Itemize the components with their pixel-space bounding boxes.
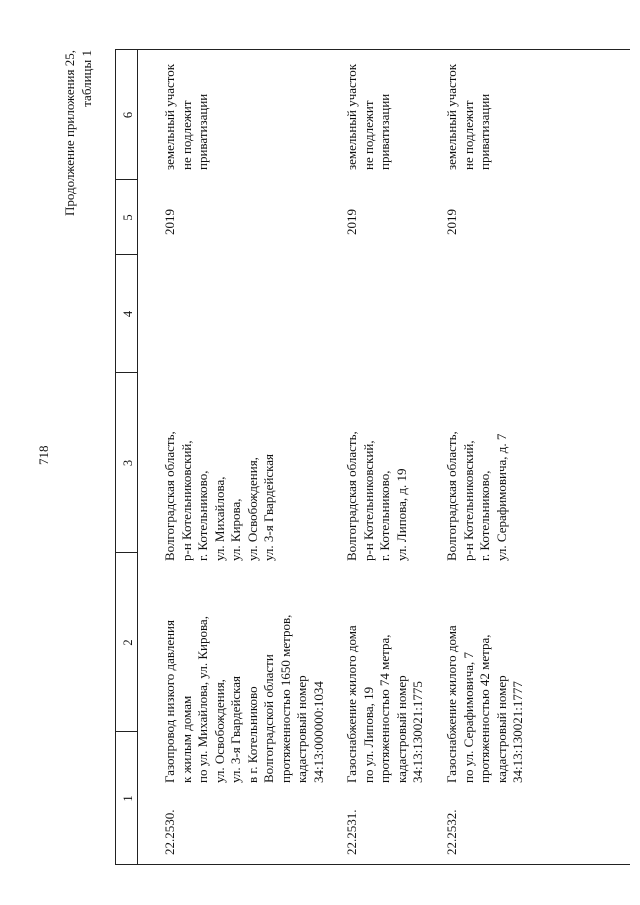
address (444, 431, 510, 561)
col-header-1: 1 (121, 795, 135, 802)
name-line: 34:13:000000:1034 (310, 681, 326, 783)
address-line: г. Котельниково, (195, 470, 210, 561)
col-header-4: 4 (121, 310, 135, 318)
name-line: 34:13:130021:1775 (410, 681, 425, 783)
row-number: 22.2530. (162, 809, 177, 855)
name-line: ул. Освобождения, (211, 679, 227, 783)
name-line: в г. Котельниково (244, 686, 260, 783)
address-line: Волгоградская область, (162, 431, 177, 561)
address-line: г. Котельниково, (477, 470, 492, 561)
object-name (162, 615, 327, 783)
address (162, 431, 278, 561)
name-line: Газопровод низкого давления (162, 620, 177, 783)
name-line: протяженностью 1650 метров, (277, 614, 293, 783)
address-line: г. Котельниково, (377, 470, 392, 561)
address-line: ул. Липова, д. 19 (393, 468, 409, 561)
continuation-line-1: Продолжение приложения 25, (62, 50, 77, 217)
note-line: приватизации (195, 93, 210, 170)
year: 2019 (344, 209, 359, 235)
object-name (344, 625, 427, 783)
name-line: протяженностью 74 метра, (377, 634, 392, 783)
col-header-5: 5 (121, 214, 135, 221)
year: 2019 (444, 209, 459, 235)
address-line: Волгоградская область, (344, 431, 359, 561)
note-line: не подлежит (178, 100, 194, 170)
note-line: не подлежит (360, 100, 376, 170)
name-line: по ул. Липова, 19 (360, 686, 376, 783)
address (344, 431, 410, 561)
note-line: приватизации (477, 93, 492, 170)
name-line: кадастровый номер (493, 675, 509, 783)
name-line: Волгоградской области (261, 654, 276, 783)
name-line: Газоснабжение жилого дома (344, 625, 359, 783)
name-line: 34:13:130021:1777 (510, 681, 525, 783)
name-line: кадастровый номер (393, 675, 409, 783)
name-line: Газоснабжение жилого дома (444, 625, 459, 783)
continuation-note (62, 50, 95, 216)
address-line: р-н Котельниковский, (460, 440, 476, 561)
row-number: 22.2532. (444, 809, 459, 855)
address-line: Волгоградская область, (444, 431, 459, 561)
col-header-2: 2 (121, 639, 135, 646)
name-line: по ул. Михайлова, ул. Кирова, (195, 616, 210, 783)
address-line: ул. Михайлова, (211, 476, 227, 561)
address-line: р-н Котельниковский, (178, 440, 194, 561)
address-line: ул. 3-я Гвардейская (261, 453, 276, 561)
note-line: земельный участок (344, 63, 359, 170)
note-line: не подлежит (460, 100, 476, 170)
address-line: ул. Кирова, (228, 498, 243, 561)
year: 2019 (162, 209, 177, 235)
note (162, 64, 212, 170)
address-line: р-н Котельниковский, (360, 440, 376, 561)
name-line: к жилым домам (178, 695, 194, 783)
continuation-line-2: таблицы 1 (78, 50, 94, 107)
col-header-3: 3 (121, 459, 135, 467)
note (344, 64, 394, 170)
address-line: ул. Освобождения, (244, 457, 260, 561)
row-number: 22.2531. (344, 809, 359, 855)
page-number: 718 (36, 445, 51, 465)
object-name (444, 625, 527, 783)
note (444, 64, 494, 170)
note-line: земельный участок (162, 63, 177, 170)
name-line: кадастровый номер (294, 675, 309, 783)
note-line: земельный участок (444, 63, 459, 170)
name-line: протяженностью 42 метра, (477, 634, 492, 783)
address-line: ул. Серафимовича, д. 7 (493, 433, 509, 561)
note-line: приватизации (377, 93, 392, 170)
name-line: ул. 3-я Гвардейская (228, 675, 243, 783)
col-header-6: 6 (121, 111, 135, 119)
name-line: по ул. Серафимовича, 7 (460, 651, 476, 783)
